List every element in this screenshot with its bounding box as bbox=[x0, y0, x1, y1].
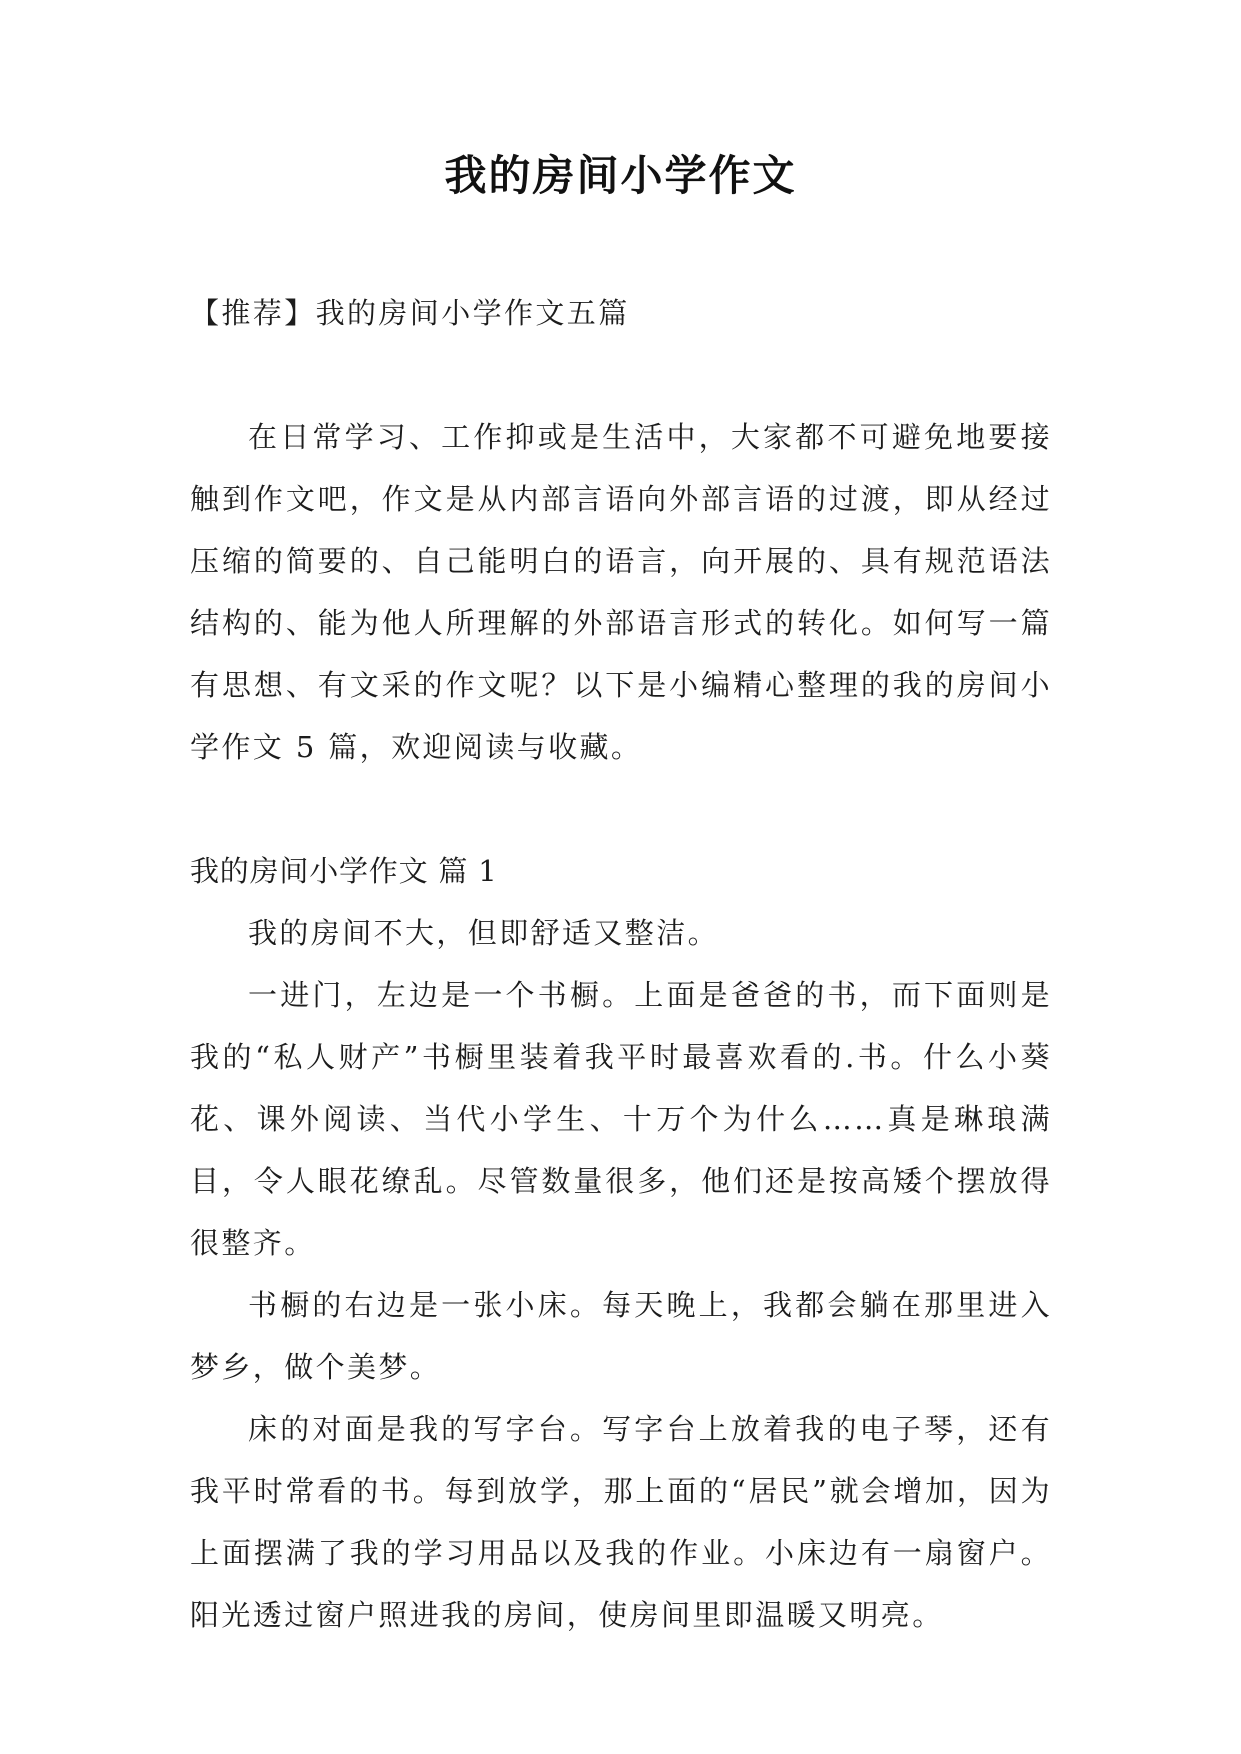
paragraph: 我的房间不大，但即舒适又整洁。 bbox=[248, 916, 720, 950]
paragraph: 书橱的右边是一张小床。每天晚上，我都会躺在那里进入梦乡，做个美梦。 bbox=[190, 1288, 1052, 1384]
paragraph: 一进门，左边是一个书橱。上面是爸爸的书，而下面则是我的“私人财产”书橱里装着我平时最喜欢看的.书。什么小葵花、课外阅读、当代小学生、十万个为什么……真是琳琅满目，令人眼花缭乱。尽管数量很多，他们还是按高矮个摆放得很整齐。 bbox=[190, 978, 1052, 1260]
document-title: 我的房间小学作文 bbox=[444, 151, 797, 200]
paragraph: 【推荐】我的房间小学作文五篇 bbox=[190, 296, 630, 330]
section-heading: 我的房间小学作文 篇 1 bbox=[190, 854, 498, 888]
paragraph: 床的对面是我的写字台。写字台上放着我的电子琴，还有我平时常看的书。每到放学，那上面的“居民”就会增加，因为上面摆满了我的学习用品以及我的作业。小床边有一扇窗户。阳光透过窗户照进我的房间，使房间里即温暖又明亮。 bbox=[190, 1412, 1052, 1632]
paragraph: 在日常学习、工作抑或是生活中，大家都不可避免地要接触到作文吧，作文是从内部言语向外部言语的过渡，即从经过压缩的简要的、自己能明白的语言，向开展的、具有规范语法结构的、能为他人所理解的外部语言形式的转化。如何写一篇有思想、有文采的作文呢？以下是小编精心整理的我的房间小学作文 5 篇，欢迎阅读与收藏。 bbox=[190, 420, 1052, 764]
document-body bbox=[190, 282, 1052, 1646]
